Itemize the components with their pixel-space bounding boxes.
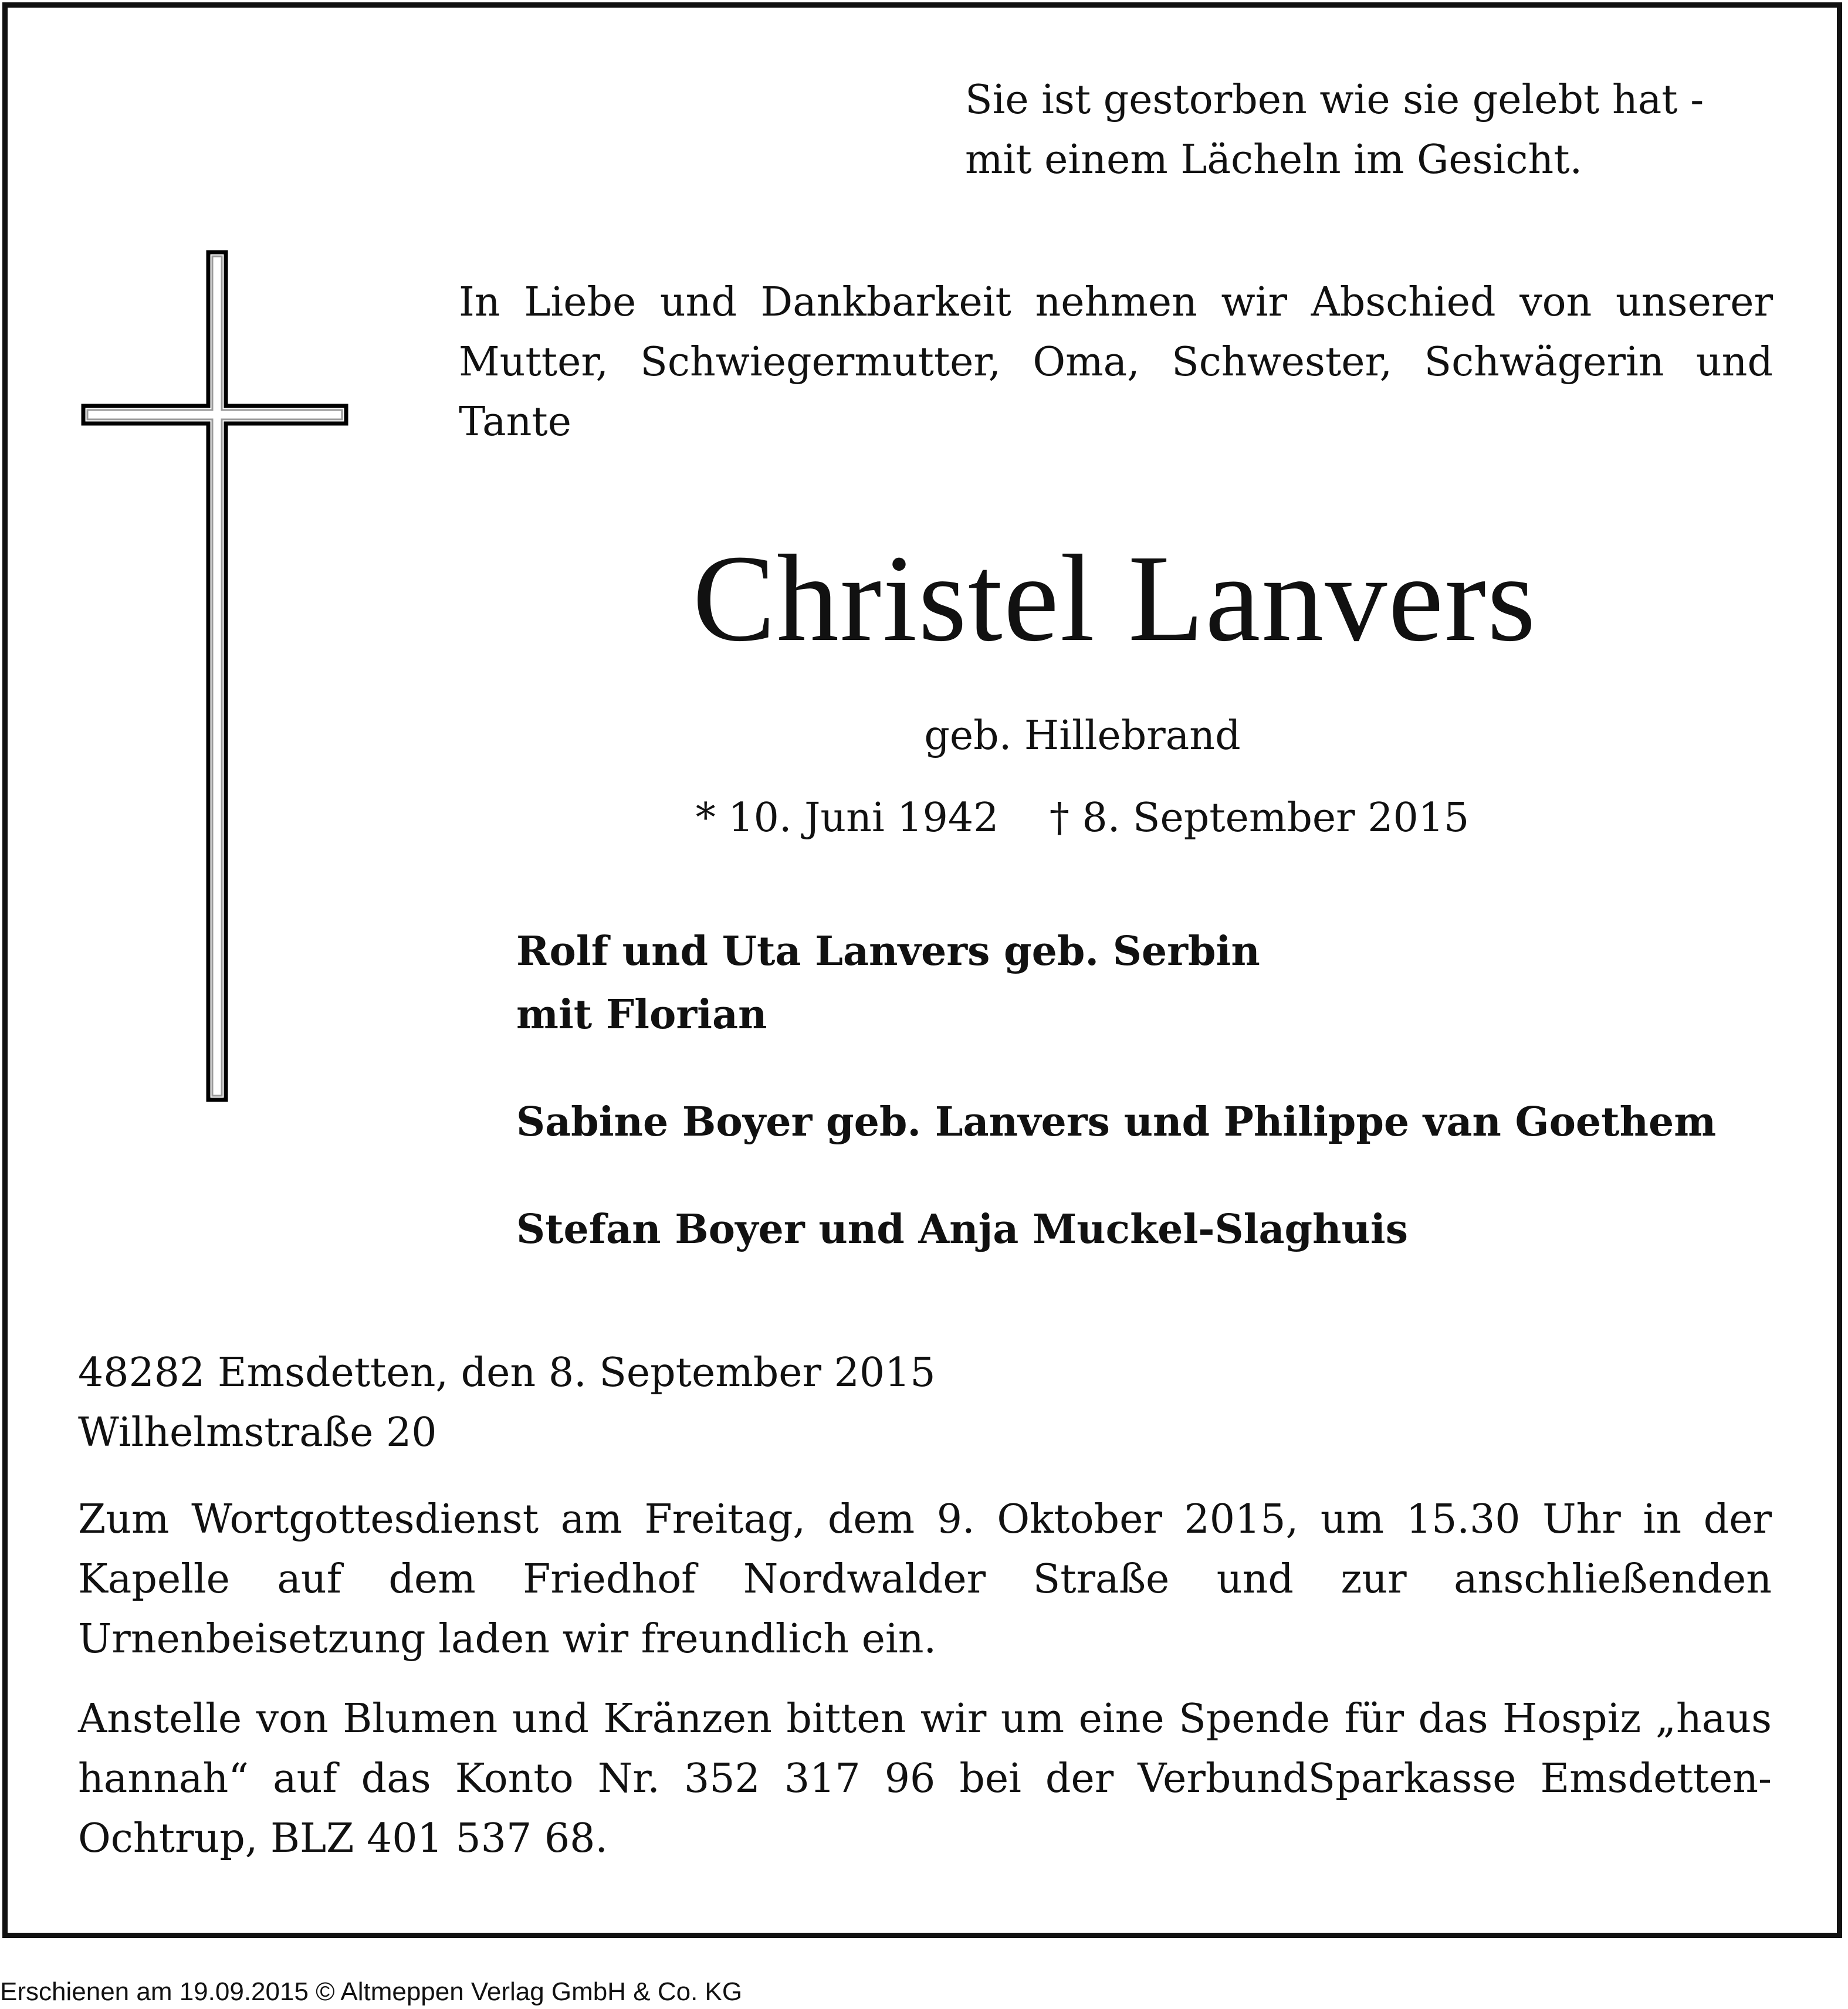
mourner-line: Stefan Boyer und Anja Muckel-Slaghuis	[516, 1206, 1409, 1253]
cross-icon	[77, 246, 353, 1112]
place-date: 48282 Emsdetten, den 8. September 2015	[78, 1350, 936, 1396]
deceased-name: Christel Lanvers	[692, 529, 1537, 667]
service-info: Zum Wortgottesdienst am Freitag, dem 9. Oktober 2015, um 15.30 Uhr in der Kapelle auf dem Friedhof Nordwalder Straße und zur anschließenden Urnenbeisetzung laden wir freundlich ein.	[78, 1496, 1772, 1662]
mourner-group	[516, 1090, 1807, 1154]
life-dates: * 10. Juni 1942 † 8. September 2015	[695, 795, 1470, 841]
mourner-group	[516, 920, 1807, 1046]
maiden-name: geb. Hillebrand	[924, 713, 1241, 759]
motto-line: mit einem Lächeln im Gesicht.	[965, 137, 1583, 183]
address: Wilhelmstraße 20	[78, 1410, 437, 1456]
motto-line: Sie ist gestorben wie sie gelebt hat -	[965, 77, 1704, 123]
mourner-line: Rolf und Uta Lanvers geb. Serbin	[516, 928, 1260, 975]
place-and-address	[78, 1343, 1779, 1463]
publication-footer: Erschienen am 19.09.2015 © Altmeppen Verlag GmbH & Co. KG	[0, 1977, 743, 2006]
mourner-line: Sabine Boyer geb. Lanvers und Philippe van Goethem	[516, 1099, 1717, 1146]
mourners-list	[516, 920, 1807, 1305]
motto	[965, 70, 1786, 190]
intro-text: In Liebe und Dankbarkeit nehmen wir Abschied von unserer Mutter, Schwiegermutter, Oma, Schwester, Schwägerin und Tante	[459, 279, 1773, 445]
donation-info: Anstelle von Blumen und Kränzen bitten wir um eine Spende für das Hospiz „haus hannah“ auf das Konto Nr. 352 317 96 bei der VerbundSparkasse Emsdetten-Ochtrup, BLZ 401 537 68.	[78, 1696, 1772, 1862]
mourner-group	[516, 1198, 1807, 1261]
mourner-line: mit Florian	[516, 991, 767, 1038]
